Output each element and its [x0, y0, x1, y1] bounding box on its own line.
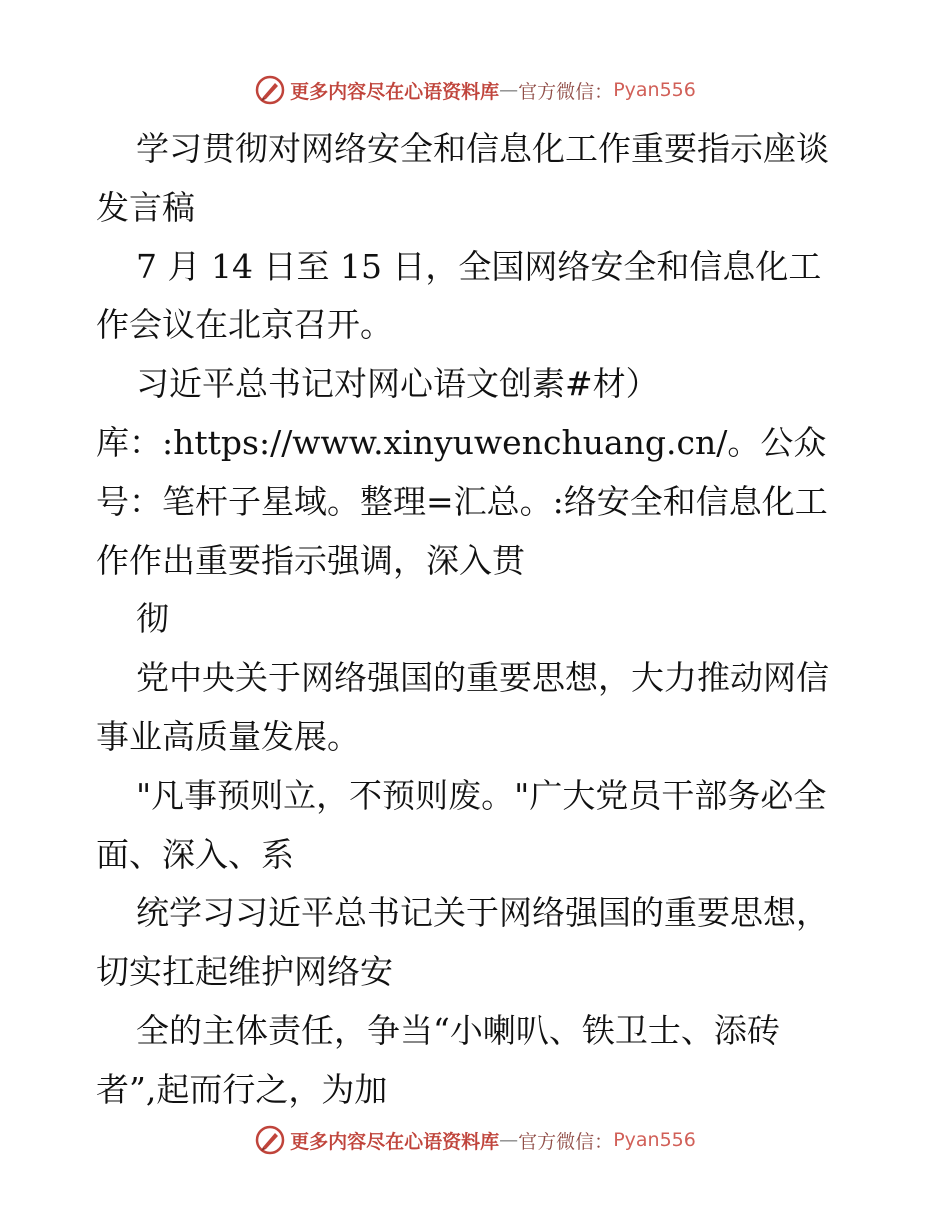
text-line: 发言稿	[96, 187, 195, 227]
banner-wechat-id: Pyan556	[613, 1129, 696, 1151]
banner-wechat-label: 官方微信：	[518, 80, 614, 103]
text-line: 7 月 14 日至 15 日，全国网络安全和信息化工	[136, 246, 822, 286]
text-line: 党中央关于网络强国的重要思想，大力推动网信	[136, 658, 829, 698]
text-line: 学习贯彻对网络安全和信息化工作重要指示座谈	[136, 129, 829, 168]
text-line: 全的主体责任，争当“小喇叭、铁卫士、添砖	[136, 1010, 780, 1050]
banner-wechat-id: Pyan556	[613, 79, 696, 101]
text-line: 作会议在北京召开。	[96, 305, 393, 345]
text-line: 库：:https://www.xinyuwenchuang.cn/。公众	[96, 422, 827, 462]
text-line: 统学习习近平总书记关于网络强国的重要思想，	[136, 893, 829, 933]
footer-banner	[0, 1120, 950, 1160]
banner-main-text: 更多内容尽在心语资料库	[290, 80, 500, 103]
text-line: 切实扛起维护网络安	[96, 952, 393, 992]
text-line: 者”,起而行之，为加	[96, 1069, 388, 1109]
banner-separator: —	[499, 79, 519, 101]
banner-separator: —	[499, 1129, 519, 1151]
pen-logo-icon	[254, 74, 286, 106]
text-line: "凡事预则立，不预则废。"广大党员干部务必全	[136, 775, 827, 815]
text-line: 面、深入、系	[96, 834, 294, 874]
header-banner	[0, 70, 950, 110]
text-line: 作作出重要指示强调，深入贯	[96, 540, 525, 580]
text-line: 彻	[136, 599, 169, 639]
banner-wechat-label: 官方微信：	[518, 1130, 614, 1153]
text-line: 习近平总书记对网心语文创素#材）	[136, 364, 659, 404]
document-body	[96, 120, 876, 1120]
text-line: 事业高质量发展。	[96, 716, 360, 756]
pen-logo-icon	[254, 1124, 286, 1156]
text-line: 号：笔杆子星域。整理=汇总。:络安全和信息化工	[96, 481, 828, 521]
banner-main-text: 更多内容尽在心语资料库	[290, 1130, 500, 1153]
